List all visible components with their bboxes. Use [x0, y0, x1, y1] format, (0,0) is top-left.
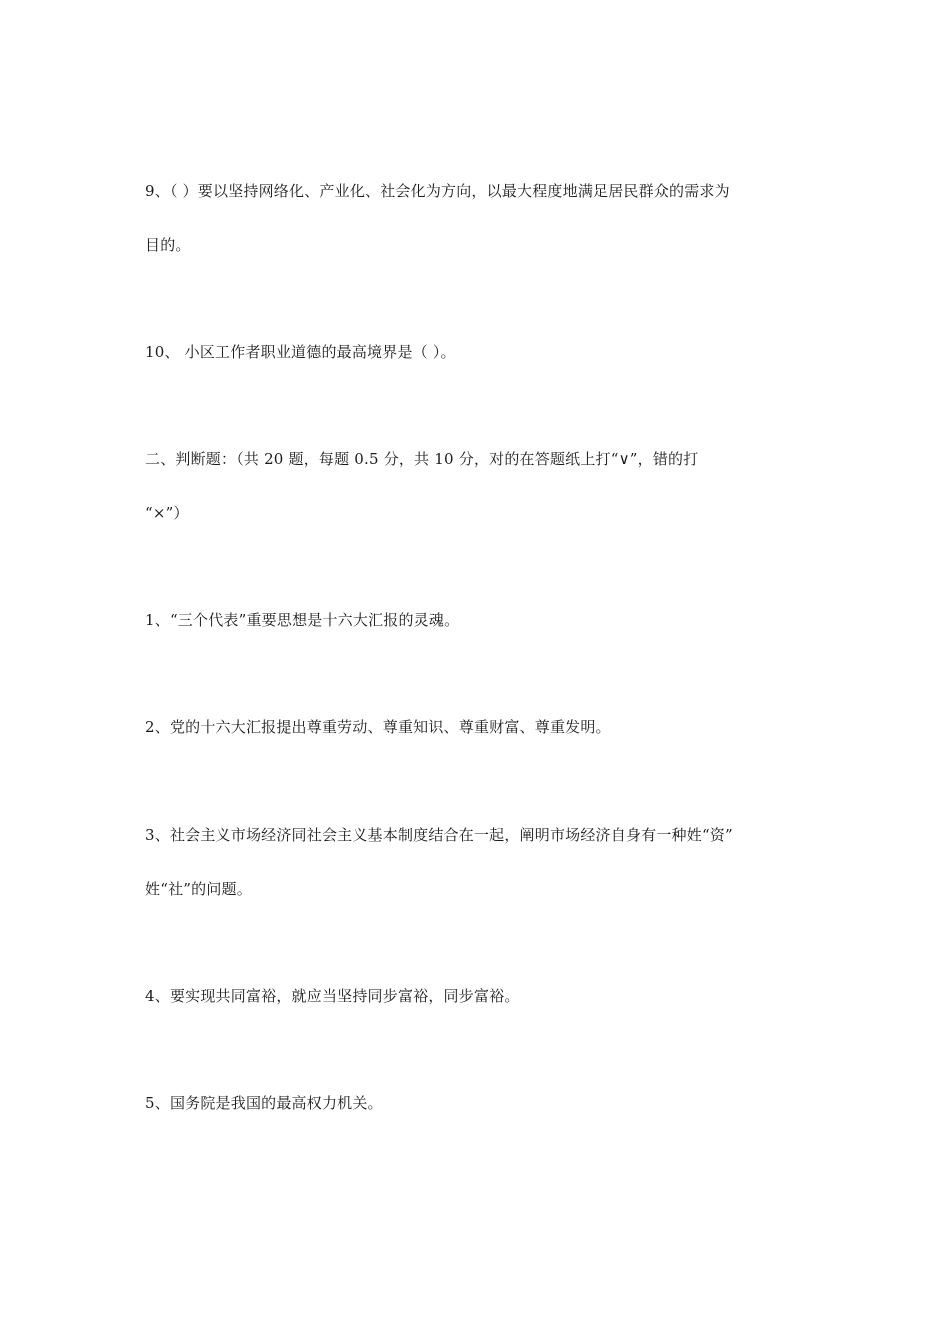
question-10: 10、 小区工作者职业道德的最高境界是（ ）。 [145, 343, 456, 361]
section-heading-line-2: “×”） [145, 504, 189, 522]
judgment-4: 4、要实现共同富裕，就应当坚持同步富裕，同步富裕。 [145, 987, 520, 1005]
judgment-5: 5、国务院是我国的最高权力机关。 [145, 1094, 383, 1112]
judgment-2: 2、党的十六大汇报提出尊重劳动、尊重知识、尊重财富、尊重发明。 [145, 718, 611, 736]
question-9-line-1: 9、（ ）要以坚持网络化、产业化、社会化为方向，以最大程度地满足居民群众的需求为 [145, 182, 730, 200]
question-9-line-2: 目的。 [145, 236, 191, 254]
judgment-3-line-1: 3、社会主义市场经济同社会主义基本制度结合在一起，阐明市场经济自身有一种姓“资” [145, 826, 733, 844]
judgment-3-line-2: 姓“社”的问题。 [145, 880, 252, 898]
judgment-1: 1、“三个代表”重要思想是十六大汇报的灵魂。 [145, 611, 460, 629]
section-heading-line-1: 二、判断题：（共 20 题，每题 0.5 分，共 10 分，对的在答题纸上打“∨”，错的打 [145, 450, 699, 468]
